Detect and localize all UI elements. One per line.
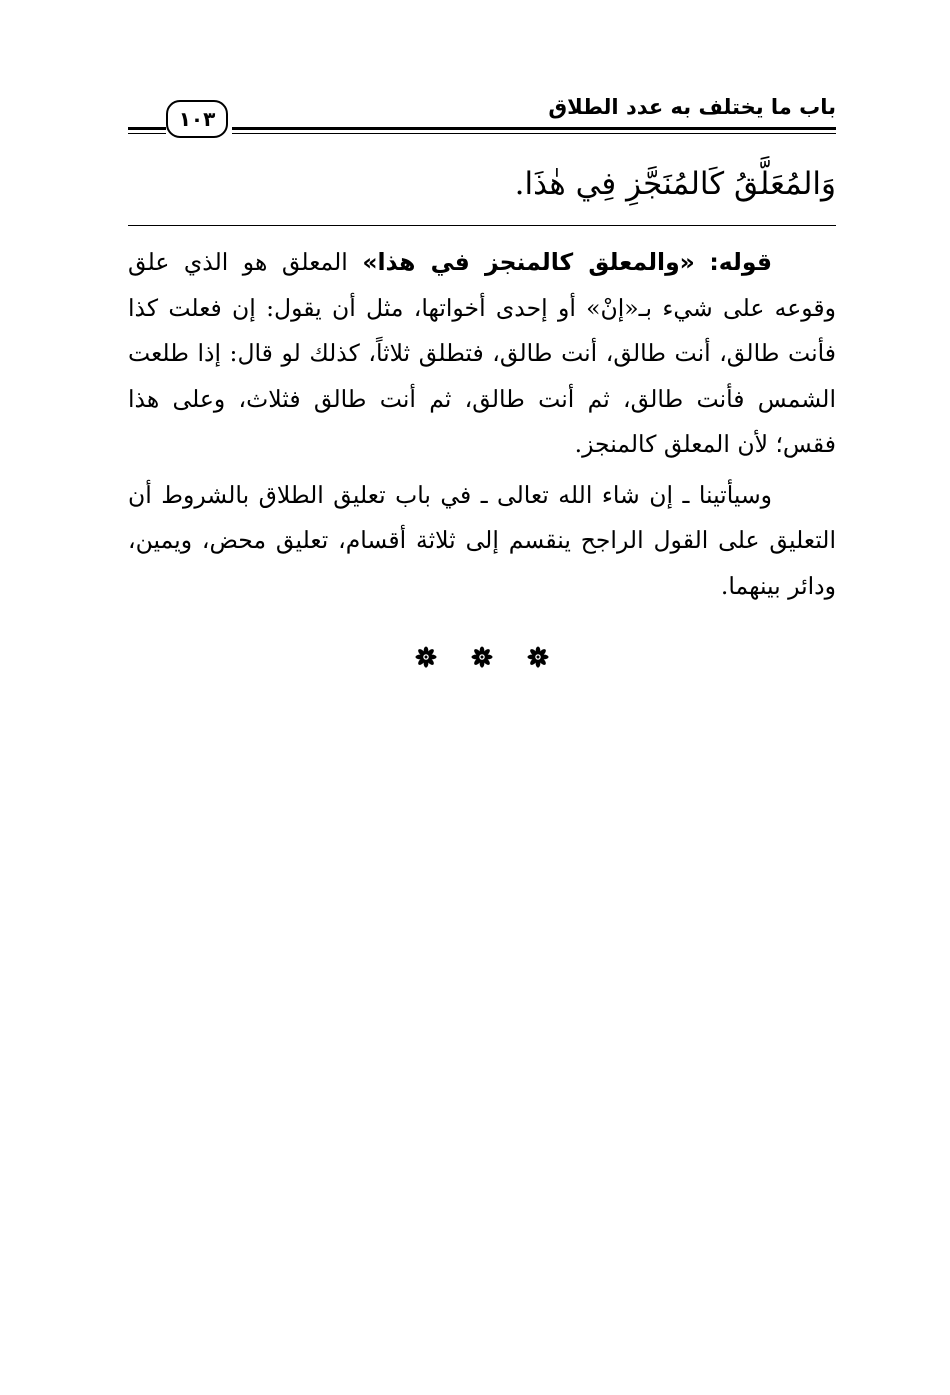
page-number: ١٠٣ xyxy=(166,100,228,138)
flower-ornament-icon xyxy=(415,646,437,668)
matn-text: وَالمُعَلَّقُ كَالمُنَجَّزِ فِي هٰذَا. xyxy=(514,166,836,202)
commentary-quote: «والمعلق كالمنجز في هذا» xyxy=(362,248,695,276)
chapter-title: باب ما يختلف به عدد الطلاق xyxy=(548,95,836,119)
commentary xyxy=(128,240,836,614)
commentary-paragraph-1 xyxy=(128,240,836,468)
page-header xyxy=(128,92,836,148)
commentary-lead: قوله: xyxy=(709,248,772,276)
flower-ornament-icon xyxy=(527,646,549,668)
header-rule-right xyxy=(232,127,836,135)
commentary-text-1: المعلق هو الذي علق وقوعه على شيء بـ«إنْ» أو إحدى أخواتها، مثل أن يقول: إن فعلت كذا فأنت طالق، أنت طالق، أنت طالق، فتطلق ثلاثاً، كذلك لو قال: إذا طلعت الشمس فأنت طالق، ثم أنت طالق، ثم أنت طالق فثلاث، وعلى هذا فقس؛ لأن المعلق كالمنجز. xyxy=(128,248,836,458)
matn-divider xyxy=(128,225,836,226)
commentary-text-2: وسيأتينا ـ إن شاء الله تعالى ـ في باب تعليق الطلاق بالشروط أن التعليق على القول الراجح ينقسم إلى ثلاثة أقسام، تعليق محض، ويمين، ودائر بينهما. xyxy=(128,480,836,600)
commentary-paragraph-2 xyxy=(128,473,836,610)
section-end-ornaments xyxy=(128,646,836,668)
flower-ornament-icon xyxy=(471,646,493,668)
header-rule-left xyxy=(128,127,166,135)
